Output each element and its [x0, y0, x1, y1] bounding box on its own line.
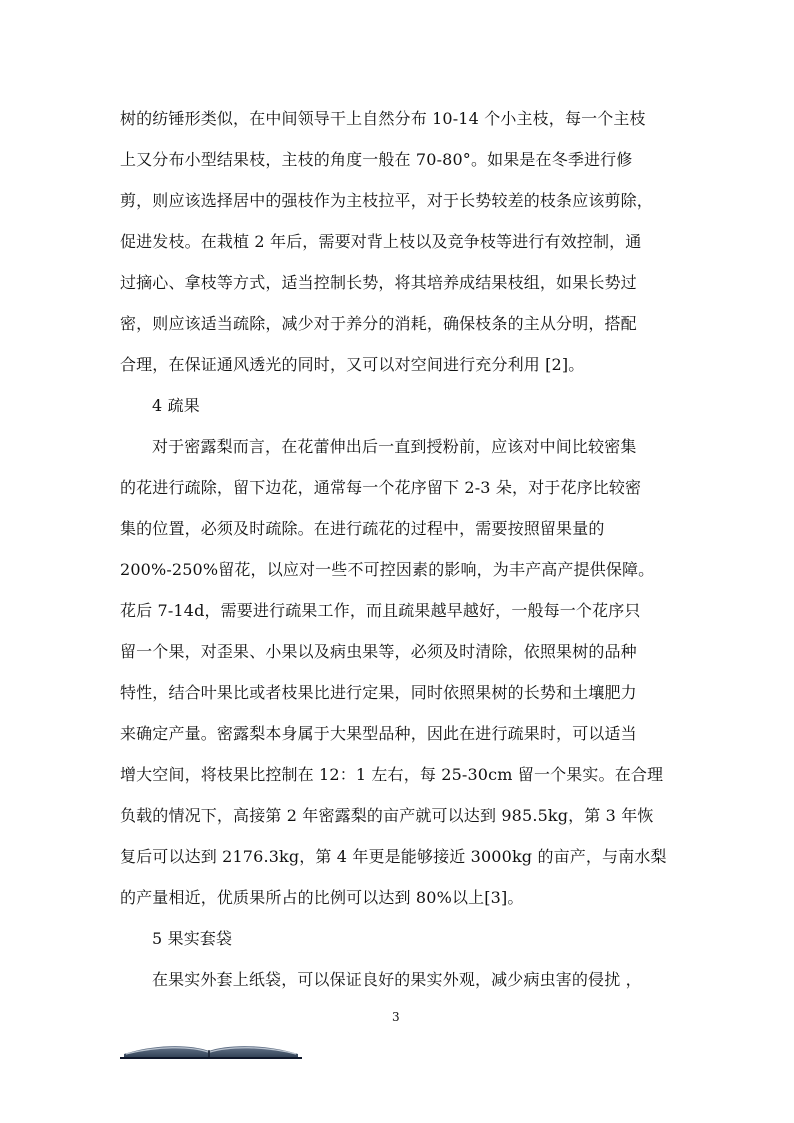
body-text-line: 花后 7-14d，需要进行疏果工作，而且疏果越早越好，一般每一个花序只 [120, 601, 641, 620]
body-text-line: 合理，在保证通风透光的同时，又可以对空间进行充分利用 [2]。 [120, 355, 585, 374]
body-text-line: 的花进行疏除，留下边花，通常每一个花序留下 2-3 朵，对于花序比较密 [120, 478, 642, 497]
section-heading: 5 果实套袋 [152, 929, 233, 948]
body-text-line: 特性，结合叶果比或者枝果比进行定果，同时依照果树的长势和土壤肥力 [120, 683, 637, 702]
page-number: 3 [392, 1010, 400, 1024]
body-text-line: 促进发枝。在栽植 2 年后，需要对背上枝以及竞争枝等进行有效控制，通 [120, 232, 642, 251]
body-text-line: 留一个果，对歪果、小果以及病虫果等，必须及时清除，依照果树的品种 [120, 642, 637, 661]
body-text-line: 的产量相近，优质果所占的比例可以达到 80%以上[3]。 [120, 888, 524, 907]
body-text-line: 来确定产量。密露梨本身属于大果型品种，因此在进行疏果时，可以适当 [120, 724, 637, 743]
body-text-line: 增大空间，将枝果比控制在 12：1 左右，每 25-30cm 留一个果实。在合理 [120, 765, 664, 784]
body-text-line: 剪，则应该选择居中的强枝作为主枝拉平，对于长势较差的枝条应该剪除， [120, 191, 653, 210]
body-text-line: 200%-250%留花，以应对一些不可控因素的影响，为丰产高产提供保障。 [120, 560, 655, 579]
body-text-line: 负载的情况下，高接第 2 年密露梨的亩产就可以达到 985.5kg，第 3 年恢 [120, 806, 654, 825]
body-text-line: 上又分布小型结果枝，主枝的角度一般在 70-80°。如果是在冬季进行修 [120, 150, 633, 169]
open-book-icon [120, 1036, 302, 1060]
body-text-line: 在果实外套上纸袋，可以保证良好的果实外观，减少病虫害的侵扰 ， [152, 970, 642, 989]
body-text-line: 对于密露梨而言，在花蕾伸出后一直到授粉前，应该对中间比较密集 [152, 437, 637, 456]
section-heading: 4 疏果 [152, 396, 200, 415]
body-text-line: 集的位置，必须及时疏除。在进行疏花的过程中，需要按照留果量的 [120, 519, 605, 538]
body-text-line: 复后可以达到 2176.3kg，第 4 年更是能够接近 3000kg 的亩产，与南水梨 [120, 847, 667, 866]
body-text-line: 过摘心、拿枝等方式，适当控制长势，将其培养成结果枝组，如果长势过 [120, 273, 637, 292]
body-text-line: 树的纺锤形类似，在中间领导干上自然分布 10-14 个小主枝，每一个主枝 [120, 109, 646, 128]
body-text-line: 密，则应该适当疏除，减少对于养分的消耗，确保枝条的主从分明，搭配 [120, 314, 637, 333]
